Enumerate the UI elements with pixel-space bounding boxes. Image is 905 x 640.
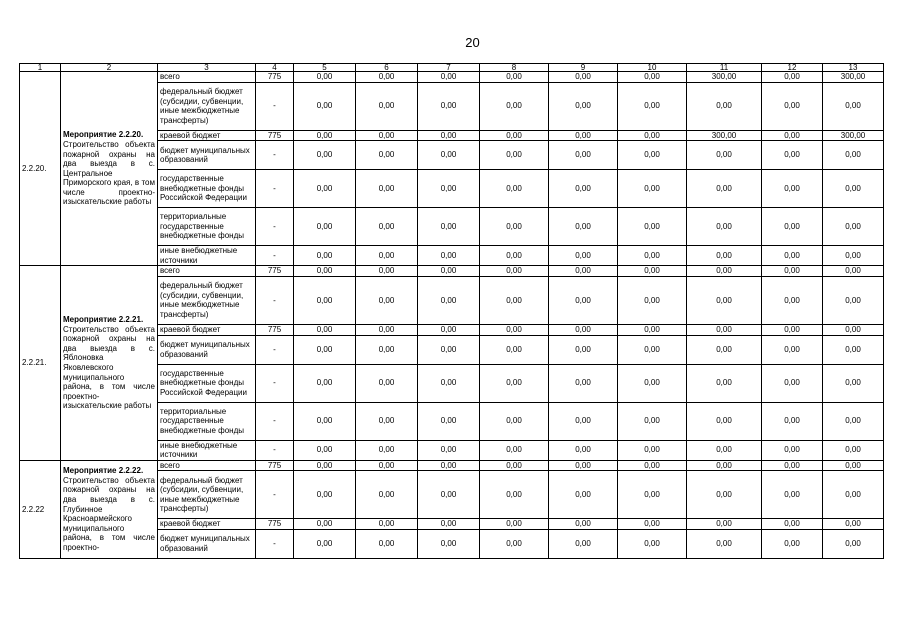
page-number: 20	[465, 35, 480, 50]
amount-cell: 0,00	[823, 246, 884, 266]
amount-cell: 0,00	[294, 276, 356, 324]
column-header: 5	[294, 64, 356, 72]
amount-cell: 0,00	[823, 471, 884, 519]
amount-cell: 0,00	[480, 246, 549, 266]
kbk-code: -	[256, 276, 294, 324]
amount-cell: 0,00	[823, 266, 884, 277]
amount-cell: 0,00	[418, 471, 480, 519]
amount-cell: 0,00	[687, 266, 762, 277]
amount-cell: 0,00	[823, 460, 884, 471]
amount-cell: 0,00	[687, 402, 762, 440]
amount-cell: 0,00	[294, 72, 356, 83]
amount-cell: 0,00	[762, 246, 823, 266]
amount-cell: 0,00	[356, 364, 418, 402]
measure-description: Строительство объекта пожарной охраны на два выезда в с. Яблоновка Яковлевского муниципального района, в том числе проектно-изыскательские работы	[63, 324, 155, 411]
funding-source: иные внебюджетные источники	[158, 246, 256, 266]
amount-cell: 0,00	[480, 72, 549, 83]
measure-description: Строительство объекта пожарной охраны на два выезда в с. Центральное Приморского края, в том числе проектно-изыскательские работы	[63, 139, 155, 207]
column-header: 4	[256, 64, 294, 72]
amount-cell: 0,00	[480, 324, 549, 335]
measure-description-cell	[61, 460, 158, 558]
funding-source: краевой бюджет	[158, 324, 256, 335]
amount-cell: 0,00	[294, 519, 356, 530]
amount-cell: 0,00	[618, 519, 687, 530]
column-header: 1	[20, 64, 61, 72]
amount-cell: 0,00	[549, 130, 618, 141]
measure-title: Мероприятие 2.2.21.	[63, 315, 144, 325]
amount-cell: 0,00	[762, 266, 823, 277]
amount-cell: 0,00	[480, 130, 549, 141]
amount-cell: 0,00	[294, 130, 356, 141]
measure-description: Строительство объекта пожарной охраны на два выезда в с. Глубинное Красноармейского муниципального района, в том числе проектно-	[63, 475, 155, 552]
measure-code: 2.2.20.	[20, 72, 61, 266]
amount-cell: 0,00	[618, 471, 687, 519]
amount-cell: 0,00	[294, 208, 356, 246]
amount-cell: 0,00	[823, 82, 884, 130]
amount-cell: 0,00	[549, 208, 618, 246]
amount-cell: 0,00	[687, 324, 762, 335]
amount-cell: 0,00	[687, 208, 762, 246]
amount-cell: 0,00	[294, 246, 356, 266]
amount-cell: 0,00	[480, 335, 549, 364]
kbk-code: 775	[256, 324, 294, 335]
amount-cell: 0,00	[480, 208, 549, 246]
measure-title: Мероприятие 2.2.22.	[63, 466, 144, 476]
amount-cell: 0,00	[618, 276, 687, 324]
amount-cell: 0,00	[356, 266, 418, 277]
amount-cell: 0,00	[618, 130, 687, 141]
amount-cell: 0,00	[294, 82, 356, 130]
amount-cell: 0,00	[294, 471, 356, 519]
funding-source: территориальные государственные внебюджетные фонды	[158, 208, 256, 246]
kbk-code: -	[256, 82, 294, 130]
amount-cell: 0,00	[823, 519, 884, 530]
column-header: 13	[823, 64, 884, 72]
amount-cell: 0,00	[480, 471, 549, 519]
amount-cell: 0,00	[356, 324, 418, 335]
amount-cell: 0,00	[618, 170, 687, 208]
column-header: 8	[480, 64, 549, 72]
funding-source: краевой бюджет	[158, 519, 256, 530]
amount-cell: 0,00	[356, 402, 418, 440]
amount-cell: 0,00	[687, 364, 762, 402]
funding-source: краевой бюджет	[158, 130, 256, 141]
kbk-code: 775	[256, 72, 294, 83]
kbk-code: 775	[256, 130, 294, 141]
column-header: 11	[687, 64, 762, 72]
amount-cell: 0,00	[549, 364, 618, 402]
amount-cell: 0,00	[356, 276, 418, 324]
amount-cell: 0,00	[294, 460, 356, 471]
amount-cell: 0,00	[294, 141, 356, 170]
column-header: 3	[158, 64, 256, 72]
amount-cell: 0,00	[549, 72, 618, 83]
kbk-code: -	[256, 364, 294, 402]
amount-cell: 0,00	[480, 529, 549, 558]
amount-cell: 0,00	[687, 440, 762, 460]
amount-cell: 0,00	[762, 72, 823, 83]
amount-cell: 0,00	[549, 141, 618, 170]
amount-cell: 0,00	[687, 170, 762, 208]
amount-cell: 0,00	[294, 364, 356, 402]
amount-cell: 0,00	[418, 364, 480, 402]
amount-cell: 0,00	[762, 471, 823, 519]
amount-cell: 0,00	[618, 324, 687, 335]
amount-cell: 0,00	[418, 440, 480, 460]
amount-cell: 0,00	[687, 276, 762, 324]
amount-cell: 0,00	[480, 276, 549, 324]
table-body	[20, 72, 884, 559]
column-header: 12	[762, 64, 823, 72]
amount-cell: 0,00	[294, 170, 356, 208]
amount-cell: 0,00	[762, 364, 823, 402]
amount-cell: 0,00	[823, 208, 884, 246]
amount-cell: 0,00	[823, 364, 884, 402]
amount-cell: 0,00	[618, 208, 687, 246]
amount-cell: 0,00	[480, 364, 549, 402]
amount-cell: 0,00	[618, 402, 687, 440]
amount-cell: 0,00	[480, 460, 549, 471]
measure-title: Мероприятие 2.2.20.	[63, 130, 144, 140]
amount-cell: 0,00	[294, 529, 356, 558]
amount-cell: 0,00	[823, 324, 884, 335]
amount-cell: 0,00	[687, 519, 762, 530]
column-header: 7	[418, 64, 480, 72]
amount-cell: 0,00	[418, 529, 480, 558]
amount-cell: 0,00	[356, 141, 418, 170]
amount-cell: 0,00	[549, 82, 618, 130]
funding-source: федеральный бюджет (субсидии, субвенции, иные межбюджетные трансферты)	[158, 471, 256, 519]
kbk-code: -	[256, 471, 294, 519]
amount-cell: 0,00	[549, 246, 618, 266]
amount-cell: 0,00	[294, 402, 356, 440]
kbk-code: 775	[256, 519, 294, 530]
amount-cell: 300,00	[823, 130, 884, 141]
amount-cell: 0,00	[356, 82, 418, 130]
amount-cell: 0,00	[549, 170, 618, 208]
kbk-code: 775	[256, 266, 294, 277]
kbk-code: -	[256, 402, 294, 440]
table-row	[20, 460, 884, 471]
amount-cell: 0,00	[762, 519, 823, 530]
amount-cell: 0,00	[762, 460, 823, 471]
amount-cell: 0,00	[823, 335, 884, 364]
amount-cell: 0,00	[418, 82, 480, 130]
amount-cell: 0,00	[418, 141, 480, 170]
amount-cell: 0,00	[480, 82, 549, 130]
amount-cell: 0,00	[480, 402, 549, 440]
amount-cell: 0,00	[762, 529, 823, 558]
amount-cell: 0,00	[418, 324, 480, 335]
amount-cell: 0,00	[480, 519, 549, 530]
amount-cell: 300,00	[687, 72, 762, 83]
table-row	[20, 266, 884, 277]
amount-cell: 0,00	[823, 440, 884, 460]
amount-cell: 0,00	[549, 276, 618, 324]
amount-cell: 0,00	[356, 471, 418, 519]
funding-source: федеральный бюджет (субсидии, субвенции, иные межбюджетные трансферты)	[158, 82, 256, 130]
amount-cell: 0,00	[762, 208, 823, 246]
amount-cell: 0,00	[418, 246, 480, 266]
amount-cell: 0,00	[687, 460, 762, 471]
amount-cell: 0,00	[418, 266, 480, 277]
amount-cell: 0,00	[356, 519, 418, 530]
column-header: 10	[618, 64, 687, 72]
funding-source: федеральный бюджет (субсидии, субвенции, иные межбюджетные трансферты)	[158, 276, 256, 324]
measure-description-cell	[61, 72, 158, 266]
amount-cell: 0,00	[356, 72, 418, 83]
amount-cell: 0,00	[687, 246, 762, 266]
amount-cell: 0,00	[480, 440, 549, 460]
amount-cell: 0,00	[618, 141, 687, 170]
amount-cell: 0,00	[762, 82, 823, 130]
funding-source: государственные внебюджетные фонды Российской Федерации	[158, 170, 256, 208]
kbk-code: -	[256, 141, 294, 170]
amount-cell: 0,00	[618, 246, 687, 266]
amount-cell: 0,00	[549, 402, 618, 440]
funding-source: государственные внебюджетные фонды Российской Федерации	[158, 364, 256, 402]
table-row	[20, 72, 884, 83]
amount-cell: 0,00	[549, 335, 618, 364]
amount-cell: 0,00	[762, 324, 823, 335]
amount-cell: 0,00	[687, 471, 762, 519]
funding-source: всего	[158, 72, 256, 83]
amount-cell: 0,00	[294, 440, 356, 460]
column-header: 9	[549, 64, 618, 72]
kbk-code: -	[256, 335, 294, 364]
amount-cell: 0,00	[549, 519, 618, 530]
amount-cell: 0,00	[687, 82, 762, 130]
amount-cell: 0,00	[618, 529, 687, 558]
amount-cell: 0,00	[618, 72, 687, 83]
funding-source: бюджет муниципальных образований	[158, 141, 256, 170]
amount-cell: 0,00	[549, 529, 618, 558]
amount-cell: 0,00	[549, 440, 618, 460]
amount-cell: 0,00	[618, 335, 687, 364]
amount-cell: 0,00	[418, 335, 480, 364]
amount-cell: 0,00	[294, 335, 356, 364]
amount-cell: 0,00	[618, 266, 687, 277]
kbk-code: 775	[256, 460, 294, 471]
kbk-code: -	[256, 208, 294, 246]
funding-source: бюджет муниципальных образований	[158, 335, 256, 364]
funding-source: всего	[158, 266, 256, 277]
amount-cell: 0,00	[762, 402, 823, 440]
amount-cell: 0,00	[823, 276, 884, 324]
amount-cell: 0,00	[823, 529, 884, 558]
amount-cell: 0,00	[418, 519, 480, 530]
amount-cell: 300,00	[823, 72, 884, 83]
amount-cell: 0,00	[356, 529, 418, 558]
column-number-row	[20, 64, 884, 72]
amount-cell: 0,00	[549, 324, 618, 335]
amount-cell: 0,00	[762, 440, 823, 460]
amount-cell: 0,00	[418, 208, 480, 246]
amount-cell: 0,00	[618, 364, 687, 402]
amount-cell: 0,00	[418, 170, 480, 208]
funding-source: бюджет муниципальных образований	[158, 529, 256, 558]
amount-cell: 0,00	[418, 276, 480, 324]
funding-source: всего	[158, 460, 256, 471]
measure-code: 2.2.22	[20, 460, 61, 558]
amount-cell: 0,00	[762, 276, 823, 324]
kbk-code: -	[256, 440, 294, 460]
amount-cell: 0,00	[762, 141, 823, 170]
amount-cell: 0,00	[687, 529, 762, 558]
amount-cell: 0,00	[823, 402, 884, 440]
amount-cell: 0,00	[480, 141, 549, 170]
amount-cell: 0,00	[356, 440, 418, 460]
amount-cell: 0,00	[823, 141, 884, 170]
amount-cell: 0,00	[549, 460, 618, 471]
amount-cell: 0,00	[549, 266, 618, 277]
amount-cell: 0,00	[294, 266, 356, 277]
amount-cell: 300,00	[687, 130, 762, 141]
measure-code: 2.2.21.	[20, 266, 61, 460]
amount-cell: 0,00	[823, 170, 884, 208]
amount-cell: 0,00	[618, 440, 687, 460]
amount-cell: 0,00	[618, 460, 687, 471]
kbk-code: -	[256, 170, 294, 208]
amount-cell: 0,00	[687, 335, 762, 364]
amount-cell: 0,00	[687, 141, 762, 170]
amount-cell: 0,00	[356, 246, 418, 266]
amount-cell: 0,00	[356, 130, 418, 141]
funding-source: иные внебюджетные источники	[158, 440, 256, 460]
amount-cell: 0,00	[549, 471, 618, 519]
funding-source: территориальные государственные внебюджетные фонды	[158, 402, 256, 440]
amount-cell: 0,00	[480, 170, 549, 208]
kbk-code: -	[256, 246, 294, 266]
amount-cell: 0,00	[762, 130, 823, 141]
column-header: 6	[356, 64, 418, 72]
amount-cell: 0,00	[480, 266, 549, 277]
amount-cell: 0,00	[418, 460, 480, 471]
column-header: 2	[61, 64, 158, 72]
kbk-code: -	[256, 529, 294, 558]
amount-cell: 0,00	[356, 460, 418, 471]
amount-cell: 0,00	[356, 208, 418, 246]
amount-cell: 0,00	[418, 72, 480, 83]
measure-description-cell	[61, 266, 158, 460]
amount-cell: 0,00	[762, 335, 823, 364]
budget-table	[19, 63, 884, 559]
amount-cell: 0,00	[356, 335, 418, 364]
amount-cell: 0,00	[762, 170, 823, 208]
amount-cell: 0,00	[294, 324, 356, 335]
amount-cell: 0,00	[618, 82, 687, 130]
amount-cell: 0,00	[418, 130, 480, 141]
amount-cell: 0,00	[418, 402, 480, 440]
amount-cell: 0,00	[356, 170, 418, 208]
